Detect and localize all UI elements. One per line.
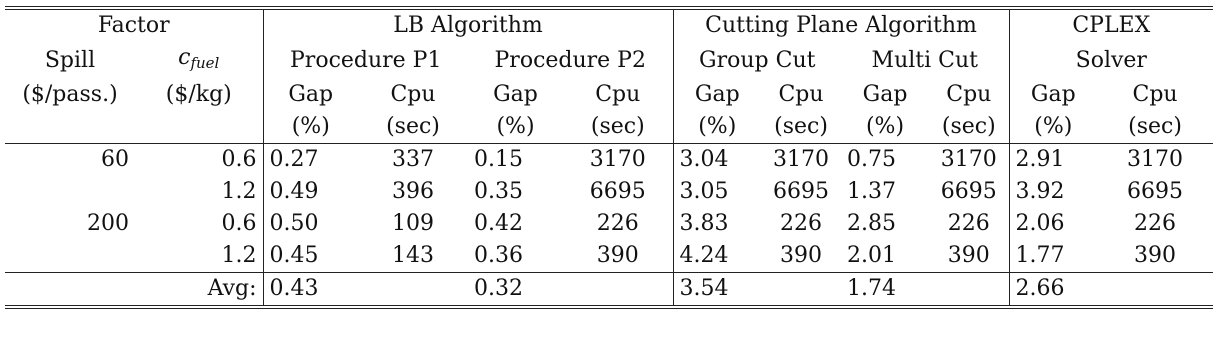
header-row-1 [5,8,1213,42]
cell-multi-cpu: 226 [929,208,1009,240]
table-row [5,240,1213,273]
cell-cplex-cpu: 226 [1134,211,1177,236]
header-proc-p2: Procedure P2 [468,42,673,79]
cell-cfuel: 0.6 [135,144,263,177]
cell-p2-gap: 0.42 [474,211,523,236]
cell-p1-cpu: 109 [392,211,434,236]
cell-cfuel: 1.2 [135,176,263,208]
header-lb-algorithm: LB Algorithm [263,8,673,42]
cell-multi-cpu: 390 [929,240,1009,273]
cell-p2-gap: 0.15 [474,147,523,172]
avg-multi-cpu [929,273,1009,308]
cell-cfuel: 0.6 [135,208,263,240]
header-cfuel-unit: ($/kg) [135,79,263,111]
avg-cplex-cpu [1097,273,1213,308]
cfuel-symbol: c [178,45,191,70]
header-gap-unit: (%) [496,114,535,139]
cell-multi-cpu: 6695 [929,176,1009,208]
header-factor: Factor [5,8,263,42]
header-gap-unit: (%) [865,114,905,139]
header-cpu: Cpu [778,82,824,107]
header-cpu: Cpu [563,79,673,111]
header-gap-unit: (%) [291,114,330,139]
header-cplex: CPLEX [1072,13,1151,38]
header-gap-unit: (%) [1034,114,1073,139]
cell-p1-cpu: 396 [392,179,434,204]
cell-group-gap: 4.24 [679,243,729,268]
header-cpu: Cpu [390,82,436,107]
table-row [5,144,1213,177]
header-multi-cut: Multi Cut [841,42,1009,79]
avg-label: Avg: [135,273,263,308]
header-gap: Gap [1030,82,1076,107]
cell-p1-gap: 0.50 [269,211,319,236]
table-row [5,176,1213,208]
header-cfuel [135,42,263,79]
cell-cplex-cpu: 3170 [1127,147,1184,172]
cell-p2-cpu: 390 [563,240,673,273]
cell-group-cpu: 3170 [773,147,830,172]
header-proc-p1: Procedure P1 [290,47,442,73]
cell-spill [5,176,135,208]
cell-cplex-gap: 1.77 [1015,243,1065,268]
avg-p2-gap: 0.32 [474,276,523,301]
header-spill-unit: ($/pass.) [22,82,118,107]
cell-group-gap: 3.04 [679,147,729,172]
cell-multi-gap: 0.75 [847,147,896,172]
header-row-4 [5,111,1213,144]
cell-group-cpu: 390 [780,243,823,268]
avg-multi-gap: 1.74 [847,276,896,301]
cell-cfuel: 1.2 [135,240,263,273]
empty-cell [5,111,135,144]
header-row-2 [5,42,1213,79]
table-row [5,208,1213,240]
cell-group-cpu: 226 [780,211,823,236]
header-cpu-unit: (sec) [563,111,673,144]
results-table-container [5,6,1213,309]
cell-p2-gap: 0.36 [474,243,523,268]
cell-cplex-gap: 2.06 [1015,211,1065,236]
results-table [5,6,1213,309]
avg-p1-gap: 0.43 [269,276,319,301]
cell-cplex-cpu: 390 [1134,243,1177,268]
header-gap-unit: (%) [698,114,737,139]
cell-p1-cpu: 143 [392,243,434,268]
header-solver: Solver [1075,47,1147,73]
cell-spill [5,240,135,273]
header-cpu: Cpu [929,79,1009,111]
cell-p2-cpu: 226 [563,208,673,240]
cfuel-subscript: fuel [190,54,220,72]
cell-group-cpu: 6695 [773,179,830,204]
header-cpu-unit: (sec) [386,114,440,139]
avg-group-cpu [761,273,841,308]
cell-p1-cpu: 337 [392,147,434,172]
cell-p1-gap: 0.27 [269,147,319,172]
avg-p2-cpu [563,273,673,308]
header-group-cut: Group Cut [699,47,816,73]
avg-row [5,273,1213,308]
avg-cplex-gap: 2.66 [1015,276,1065,301]
empty-cell [5,273,135,308]
header-gap: Gap [493,82,538,107]
header-spill: Spill [44,47,96,73]
cell-spill: 60 [101,147,129,172]
cell-multi-cpu: 3170 [929,144,1009,177]
header-row-3 [5,79,1213,111]
header-gap: Gap [862,82,908,107]
avg-p1-cpu [358,273,468,308]
cell-spill: 200 [87,211,129,236]
cell-p1-gap: 0.49 [269,179,319,204]
avg-group-gap: 3.54 [679,276,729,301]
header-gap: Gap [694,82,740,107]
cell-p2-gap: 0.35 [474,179,523,204]
cell-p2-cpu: 3170 [563,144,673,177]
header-cutting-plane: Cutting Plane Algorithm [673,8,1009,42]
header-cpu-unit: (sec) [774,114,828,139]
cell-cplex-gap: 2.91 [1015,147,1065,172]
empty-cell [135,111,263,144]
header-gap: Gap [288,82,334,107]
cell-p1-gap: 0.45 [269,243,319,268]
cell-multi-gap: 1.37 [847,179,896,204]
header-cpu: Cpu [1132,82,1178,107]
cell-p2-cpu: 6695 [563,176,673,208]
cell-multi-gap: 2.01 [847,243,896,268]
cell-multi-gap: 2.85 [847,211,896,236]
header-cpu-unit: (sec) [1128,114,1182,139]
cell-cplex-cpu: 6695 [1127,179,1184,204]
cell-group-gap: 3.83 [679,211,729,236]
cell-group-gap: 3.05 [679,179,729,204]
cell-cplex-gap: 3.92 [1015,179,1065,204]
header-cpu-unit: (sec) [929,111,1009,144]
